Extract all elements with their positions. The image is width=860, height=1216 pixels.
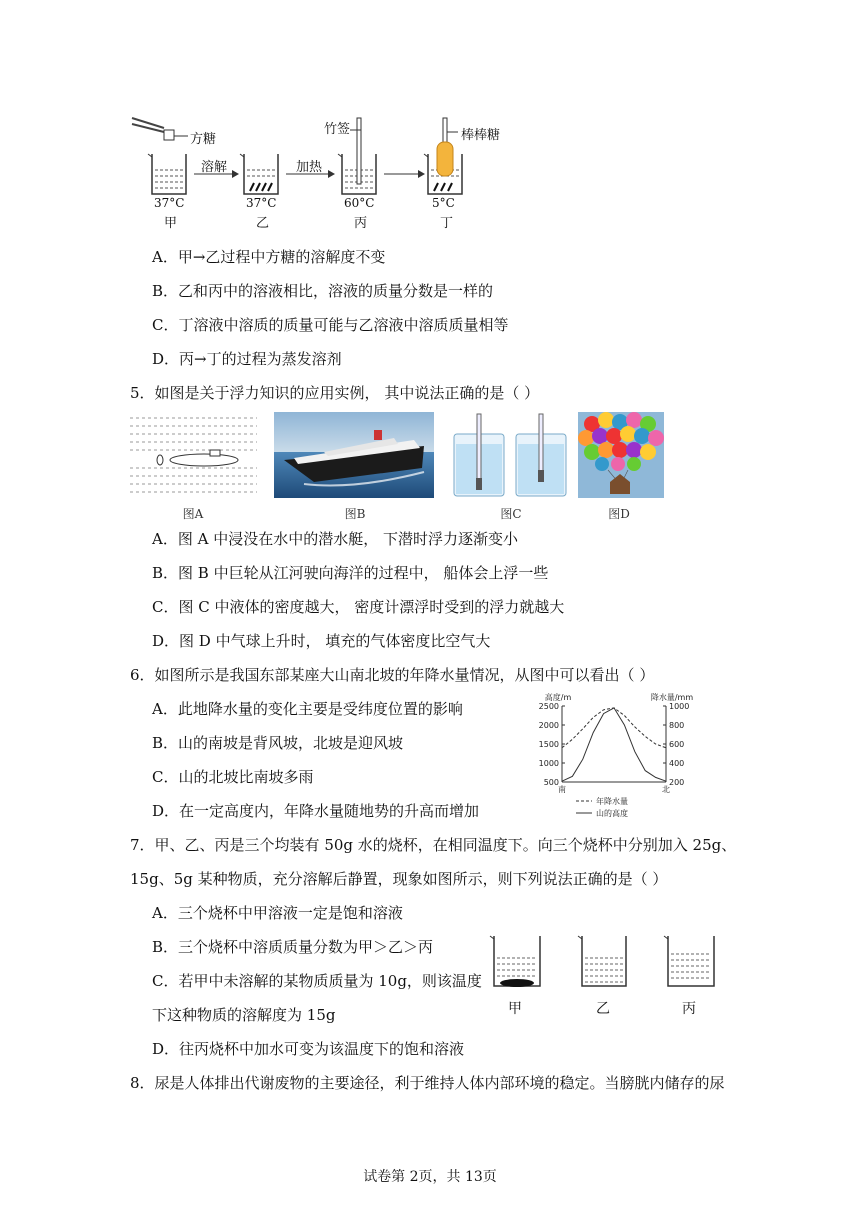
q5-option-a: A．图 A 中浸没在水中的潜水艇， 下潜时浮力逐渐变小 [152,530,518,548]
name-yi: 乙 [256,216,270,231]
y-left-tick-label: 2000 [538,721,559,730]
q4-option-a: A．甲→乙过程中方糖的溶解度不变 [152,248,386,266]
q7-option-d: D．往丙烧杯中加水可变为该温度下的饱和溶液 [152,1040,465,1058]
q7-option-a: A．三个烧杯中甲溶液一定是饱和溶液 [152,904,403,922]
y-left-tick-label: 500 [543,778,559,787]
q7-beakers-figure [488,926,718,1022]
q7-option-b: B．三个烧杯中溶质质量分数为甲＞乙＞丙 [152,938,434,956]
legend-elevation-label: 山的高度 [596,809,628,818]
y-right-tick-label: 1000 [669,702,690,711]
bamboo-stick-icon [357,118,361,184]
q8-stem: 8．尿是人体排出代谢废物的主要途径，利于维持人体内部环境的稳定。当膀胱内储存的尿 [130,1074,725,1092]
y-right-tick-label: 200 [669,778,685,787]
arrow-icon [328,170,335,178]
y-right-tick-label: 800 [669,721,685,730]
name-jia: 甲 [164,216,178,231]
beaker-jia-icon [148,154,186,194]
series-precipitation-line [562,708,666,748]
caption-c: 图C [500,507,522,521]
arrow-icon [232,170,239,178]
beaker-yi-icon [240,154,278,194]
figure-b-ship [274,412,434,498]
y-right-tick-label: 400 [669,759,685,768]
q7-label-jia: 甲 [508,1001,522,1017]
page-footer: 试卷第 2页，共 13页 [363,1169,497,1185]
precipitation-chart-svg [528,690,708,824]
legend-precipitation-label: 年降水量 [596,797,628,806]
q5-stem: 5．如图是关于浮力知识的应用实例， 其中说法正确的是（ ） [130,384,540,402]
beaker-yi-icon [578,936,626,986]
name-bing: 丙 [354,216,368,231]
figure-d-balloons [578,412,664,498]
q7-stem-1: 7．甲、乙、丙是三个均装有 50g 水的烧杯，在相同温度下。向三个烧杯中分别加入 25g、 [130,836,737,854]
q7-option-c-line1: C．若甲中未溶解的某物质质量为 10g，则该温度 [152,972,482,990]
beaker-bing-icon [664,936,714,986]
beaker-jia-icon [490,936,540,987]
q6-stem: 6．如图所示是我国东部某座大山南北坡的年降水量情况，从图中可以看出（ ） [130,666,655,684]
y-right-tick-label: 600 [669,740,685,749]
q6-option-b: B．山的南坡是背风坡，北坡是迎风坡 [152,734,404,752]
label-bangbangtang: 棒棒糖 [461,128,501,143]
q5-option-b: B．图 B 中巨轮从江河驶向海洋的过程中， 船体会上浮一些 [152,564,549,582]
q7-label-yi: 乙 [596,1001,610,1017]
label-zhuqian: 竹签 [324,122,351,137]
q6-option-c: C．山的北坡比南坡多雨 [152,768,314,786]
y-left-title: 高度/m [544,693,572,702]
beaker-left-icon [454,414,504,496]
label-rongjie: 溶解 [201,160,228,175]
y-left-tick-label: 1000 [538,759,559,768]
arrow-icon [418,170,425,178]
q5-option-c: C．图 C 中液体的密度越大， 密度计漂浮时受到的浮力就越大 [152,598,565,616]
q7-stem-2: 15g、5g 某种物质，充分溶解后静置，现象如图所示，则下列说法正确的是（ ） [130,870,668,888]
tongs-icon [132,118,164,132]
q6-option-d: D．在一定高度内，年降水量随地势的升高而增加 [152,802,480,820]
beaker-ding-icon [424,118,462,194]
x-label-south: 南 [558,785,566,794]
q4-option-d: D．丙→丁的过程为蒸发溶剂 [152,350,342,368]
caption-a: 图A [182,507,204,521]
y-left-tick-label: 1500 [538,740,559,749]
dissolving-figure [128,112,508,230]
y-left-tick-label: 2500 [538,702,559,711]
y-right-title: 降水量/mm [650,693,694,702]
temp-jia: 37°C [154,196,185,210]
temp-bing: 60°C [344,196,375,210]
lollipop-icon [437,142,453,176]
label-fangtang: 方糖 [190,132,217,147]
q6-option-a: A．此地降水量的变化主要是受纬度位置的影响 [152,700,463,718]
label-jiare: 加热 [296,160,323,175]
x-label-north: 北 [662,785,670,794]
q7-option-c-line2: 下这种物质的溶解度为 15g [152,1006,336,1024]
q4-option-b: B．乙和丙中的溶液相比，溶液的质量分数是一样的 [152,282,494,300]
series-elevation-line [562,708,666,781]
name-ding: 丁 [440,216,454,231]
sugar-cube-icon [164,130,174,140]
figure-a-submarine [130,412,257,498]
caption-d: 图D [608,507,630,521]
caption-b: 图B [344,507,366,521]
q5-option-d: D．图 D 中气球上升时， 填充的气体密度比空气大 [152,632,491,650]
figure-c-hydrometer [452,412,570,498]
precipitation-chart [528,690,708,824]
temp-yi: 37°C [246,196,277,210]
temp-ding: 5°C [432,196,455,210]
q7-label-bing: 丙 [682,1001,696,1017]
beaker-right-icon [516,414,566,496]
q4-option-c: C．丁溶液中溶质的质量可能与乙溶液中溶质质量相等 [152,316,509,334]
